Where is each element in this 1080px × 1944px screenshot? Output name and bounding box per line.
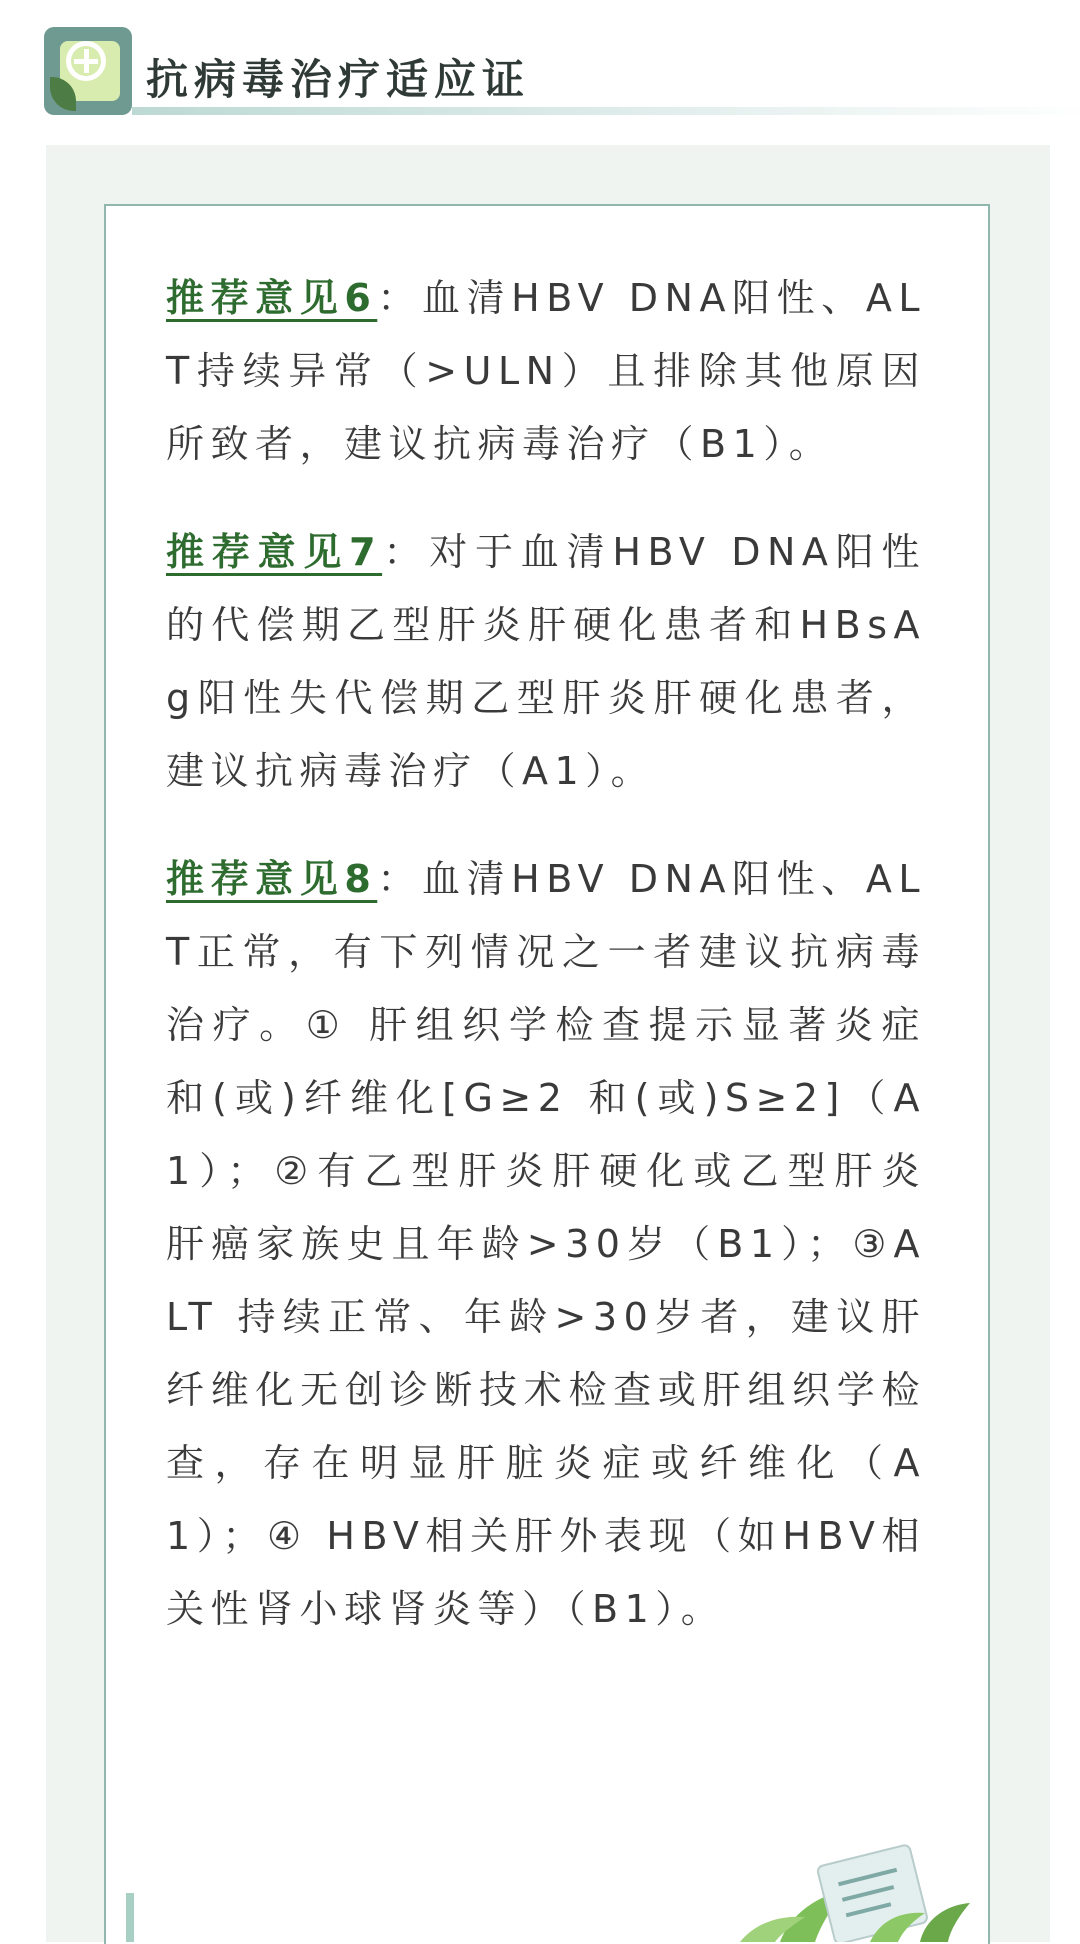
leaves-document-decoration-icon bbox=[720, 1835, 980, 1942]
section-title: 抗病毒治疗适应证 bbox=[146, 55, 531, 104]
recommendation-colon: ： bbox=[377, 276, 422, 320]
recommendations-text bbox=[166, 262, 926, 1681]
medical-document-icon bbox=[44, 27, 132, 115]
section-header bbox=[44, 27, 1044, 117]
accent-bar bbox=[126, 1893, 134, 1942]
recommendation-7 bbox=[166, 516, 926, 808]
recommendation-8 bbox=[166, 843, 926, 1646]
header-underline bbox=[132, 107, 1080, 115]
recommendation-label: 推荐意见7 bbox=[166, 530, 383, 574]
recommendation-body: 血清HBV DNA阳性、ALT持续异常（>ULN）且排除其他原因所致者，建议抗病毒治疗（B1）。 bbox=[166, 276, 926, 466]
recommendation-body: 对于血清HBV DNA阳性的代偿期乙型肝炎肝硬化患者和HBsAg阳性失代偿期乙型肝炎肝硬化患者，建议抗病毒治疗（A1）。 bbox=[166, 530, 926, 793]
recommendation-label: 推荐意见8 bbox=[166, 857, 378, 901]
recommendation-colon: ： bbox=[377, 857, 422, 901]
recommendation-colon: ： bbox=[382, 530, 430, 574]
recommendation-label: 推荐意见6 bbox=[166, 276, 378, 320]
recommendation-6 bbox=[166, 262, 926, 481]
recommendation-body: 血清HBV DNA阳性、ALT正常，有下列情况之一者建议抗病毒治疗。① 肝组织学检查提示显著炎症和(或)纤维化[G≥2 和(或)S≥2]（A1）；②有乙型肝炎肝硬化或乙型肝炎肝癌家族史且年龄>30岁（B1）；③ALT 持续正常、年龄>30岁者，建议肝纤维化无创诊断技术检查或肝组织学检查，存在明显肝脏炎症或纤维化（A1）；④ HBV相关肝外表现（如HBV相关性肾小球肾炎等）（B1）。 bbox=[166, 857, 926, 1631]
